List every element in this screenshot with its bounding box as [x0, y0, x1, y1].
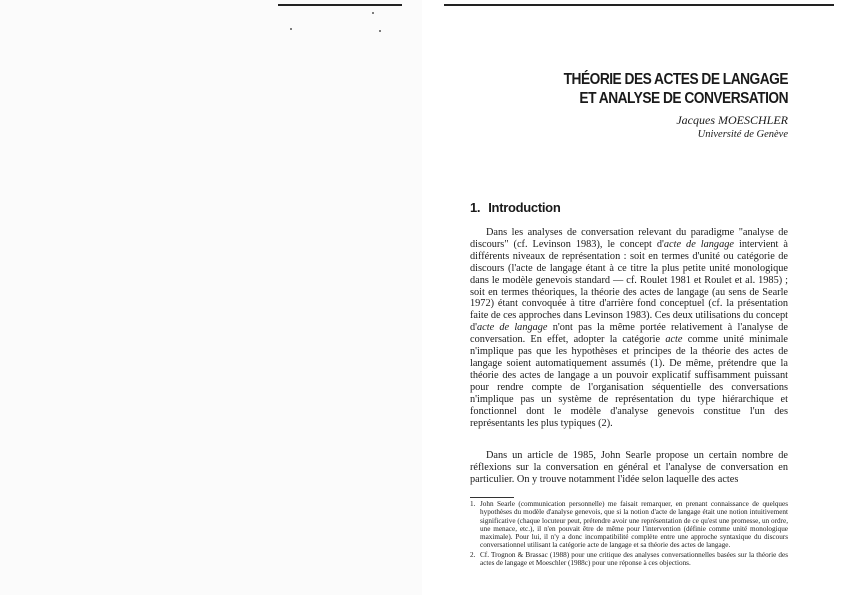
author-affiliation: Université de Genève — [697, 129, 788, 140]
paragraph-text: Dans un article de 1985, John Searle propose un certain nombre de réflexions sur la conversation en général et l'analyse de conversation en particulier. On y trouve notamment l'idée selon laquelle des actes — [470, 450, 788, 485]
right-header-rule — [444, 4, 834, 6]
footnotes — [470, 500, 788, 568]
emphasis-text: acte de langage — [477, 322, 548, 334]
footnote-text: Cf. Trognon & Brassac (1988) pour une critique des analyses conversationnelles basées sur la théorie des actes de langage et Moeschler (1988c) pour une réponse à ces objections. — [480, 550, 788, 568]
title-line-1: THÉORIE DES ACTES DE LANGAGE — [563, 71, 788, 88]
paragraph-text: Dans les analyses de conversation relevant du paradigme "analyse de discours" (cf. Levinson 1983), le concept d' — [470, 227, 788, 250]
scan-speck — [290, 28, 292, 30]
footnote-1 — [470, 500, 788, 550]
body-paragraph-1 — [470, 227, 788, 429]
footnote-number: 1. — [470, 500, 476, 508]
left-header-rule — [278, 4, 402, 6]
scan-speck — [372, 12, 374, 14]
footnote-rule — [470, 497, 514, 498]
footnote-text: John Searle (communication personnelle) me faisait remarquer, en prenant connaissance de quelques hypothèses du modèle d'analyse genevois, que si la notion d'acte de langage était une notion intuitivement significative (chaque locuteur peut, prétendre avoir une représentation de ce qu'est une promesse, un ordre, une menace, etc.), il n'en pouvait être de même pour l'intervention (définie comme unité monologique maximale). Pour lui, il n'y a donc incompatibilité complète entre une approche syntaxique du discours conversationnel utilisant la catégorie acte de langage et sa théorie des actes de langage. — [480, 500, 788, 550]
title-line-2: ET ANALYSE DE CONVERSATION — [579, 90, 788, 107]
section-heading — [470, 200, 560, 215]
footnote-2 — [470, 551, 788, 568]
paragraph-text: comme unité minimale n'implique pas que les hypothèses et principes de la théorie des actes de langage soient automatiquement assumés (1). De même, prétendre que la théorie des actes de langage a un pouvoir explicatif suffisamment puissant pour rendre compte de l'organisation séquentielle des conversations n'implique pas un système de représentation du type hiérarchique et fonctionnel dont le modèle d'analyse genevois constitue l'un des représentants les plus typiques (2). — [470, 334, 788, 429]
emphasis-text: acte — [665, 334, 683, 346]
emphasis-text: acte de langage — [663, 238, 734, 250]
paragraph-text: intervient à différents niveaux de représentation : soit en termes d'unité ou catégorie de discours (l'acte de langage étant à ce titre la plus petite unité monologique dans le modèle genevois standard — cf. Roulet 1981 et Roulet et al. 1985) ; soit en termes théoriques, la théorie des actes de langage (au sens de Searle 1972) étant convoquée à titre d'arrière fond conceptuel (cf. la présentation faite de ces approches dans Levinson 1983). Ces deux utilisations du concept d' — [470, 238, 788, 334]
scan-speck — [379, 30, 381, 32]
paragraph-text: n'ont pas la même portée relativement à l'analyse de conversation. En effet, adopter la catégorie — [470, 322, 788, 346]
footnote-number: 2. — [470, 550, 476, 559]
article-title — [515, 70, 788, 108]
author-name: Jacques MOESCHLER — [676, 113, 788, 127]
section-number: 1. — [470, 200, 481, 215]
body-paragraph-2 — [470, 450, 788, 486]
section-title: Introduction — [488, 200, 561, 215]
